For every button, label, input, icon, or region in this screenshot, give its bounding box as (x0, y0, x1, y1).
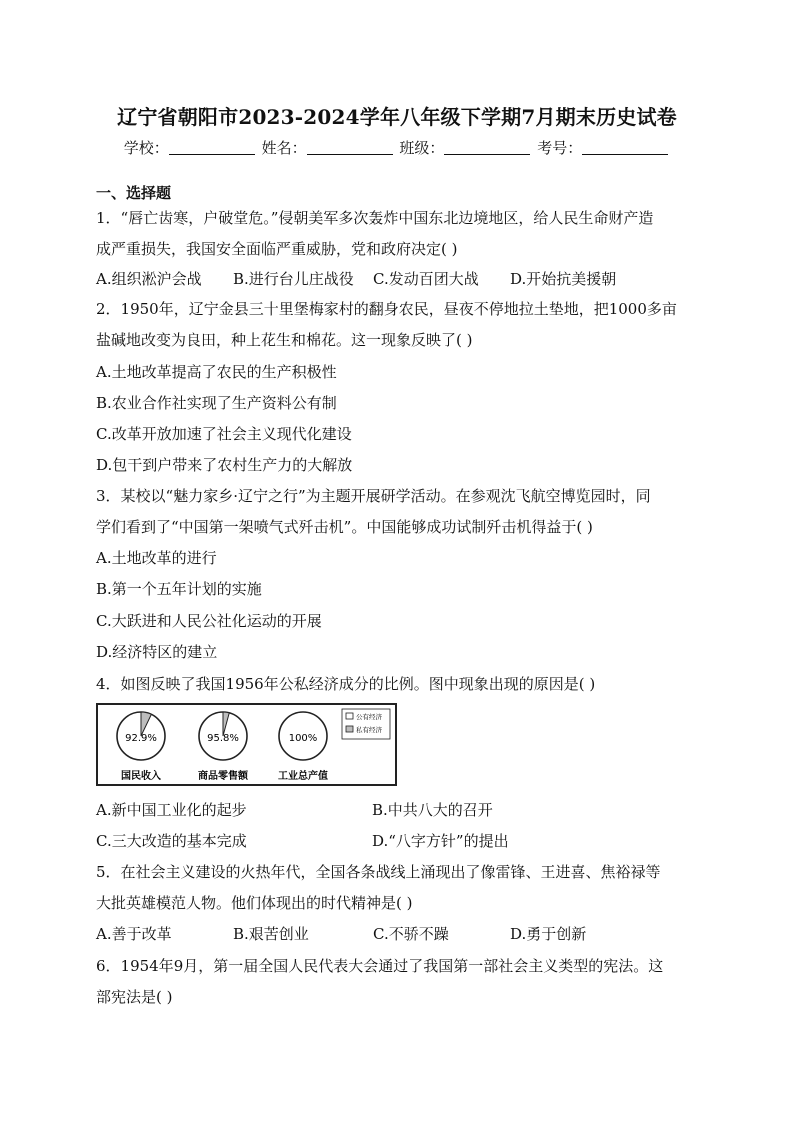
q1-stem-line1: 1．“唇亡齿寒，户破堂危。”侵朝美军多次轰炸中国东北边境地区，给人民生命财产造 (96, 209, 654, 227)
q3-stem-line1: 3．某校以“魅力家乡·辽宁之行”为主题开展研学活动。在参观沈飞航空博览园时，同 (96, 487, 651, 505)
legend-label: 私有经济 (356, 726, 382, 734)
q1-option-b: B.进行台儿庄战役 (233, 270, 354, 288)
pie-category-label: 国民收入 (121, 771, 161, 782)
q4-option-c: C.三大改造的基本完成 (96, 832, 247, 850)
q5-option-c: C.不骄不躁 (373, 925, 449, 943)
name-label: 姓名： (261, 139, 307, 157)
q1-option-a: A.组织淞沪会战 (96, 270, 202, 288)
legend-label: 公有经济 (356, 713, 382, 721)
economy-pie-figure (96, 703, 397, 786)
number-label: 考号： (537, 139, 583, 157)
q3-option-d: D.经济特区的建立 (96, 643, 218, 661)
section-heading: 一、选择题 (96, 184, 172, 202)
q6-stem-line2: 部宪法是( ) (96, 988, 173, 1006)
pie-value-label: 100% (288, 733, 318, 744)
pie-value-label: 95.8% (207, 733, 239, 744)
pie-category-label: 商品零售额 (198, 771, 248, 782)
q4-stem-line1: 4．如图反映了我国1956年公私经济成分的比例。图中现象出现的原因是( ) (96, 675, 596, 693)
q6-stem-line1: 6．1954年9月，第一届全国人民代表大会通过了我国第一部社会主义类型的宪法。这 (96, 957, 664, 975)
legend-swatch (346, 726, 353, 732)
q5-stem-line1: 5．在社会主义建设的火热年代，全国各条战线上涌现出了像雷锋、王进喜、焦裕禄等 (96, 863, 661, 881)
q1-option-d: D.开始抗美援朝 (510, 270, 617, 288)
q5-option-b: B.艰苦创业 (233, 925, 309, 943)
q5-option-a: A.善于改革 (96, 925, 172, 943)
q3-option-c: C.大跃进和人民公社化运动的开展 (96, 612, 322, 630)
legend-swatch (346, 713, 353, 719)
class-label: 班级： (399, 139, 445, 157)
q1-option-c: C.发动百团大战 (373, 270, 479, 288)
q4-option-d: D.“八字方针”的提出 (372, 832, 509, 850)
pie-category-label: 工业总产值 (278, 771, 328, 782)
q3-stem-line2: 学们看到了“中国第一架喷气式歼击机”。中国能够成功试制歼击机得益于( ) (96, 518, 593, 536)
q2-stem-line1: 2．1950年，辽宁金县三十里堡梅家村的翻身农民，昼夜不停地拉土垫地，把1000多亩 (96, 300, 677, 318)
number-blank[interactable] (582, 140, 668, 155)
q2-option-b: B.农业合作社实现了生产资料公有制 (96, 394, 337, 412)
student-info-line (0, 137, 794, 158)
q4-option-b: B.中共八大的召开 (372, 801, 493, 819)
name-blank[interactable] (307, 140, 393, 155)
class-blank[interactable] (444, 140, 530, 155)
pie-chart-svg (98, 705, 395, 784)
q2-option-a: A.土地改革提高了农民的生产积极性 (96, 363, 337, 381)
page-title: 辽宁省朝阳市2023-2024学年八年级下学期7月期末历史试卷 (117, 105, 677, 129)
q5-option-d: D.勇于创新 (510, 925, 587, 943)
pie-value-label: 92.9% (125, 733, 157, 744)
q2-option-c: C.改革开放加速了社会主义现代化建设 (96, 425, 352, 443)
q5-stem-line2: 大批英雄模范人物。他们体现出的时代精神是( ) (96, 894, 413, 912)
school-blank[interactable] (169, 140, 255, 155)
q3-option-b: B.第一个五年计划的实施 (96, 580, 262, 598)
q1-stem-line2: 成严重损失，我国安全面临严重威胁，党和政府决定( ) (96, 240, 458, 258)
school-label: 学校： (123, 139, 169, 157)
q2-option-d: D.包干到户带来了农村生产力的大解放 (96, 456, 353, 474)
q2-stem-line2: 盐碱地改变为良田，种上花生和棉花。这一现象反映了( ) (96, 331, 473, 349)
q4-option-a: A.新中国工业化的起步 (96, 801, 247, 819)
q3-option-a: A.土地改革的进行 (96, 549, 217, 567)
